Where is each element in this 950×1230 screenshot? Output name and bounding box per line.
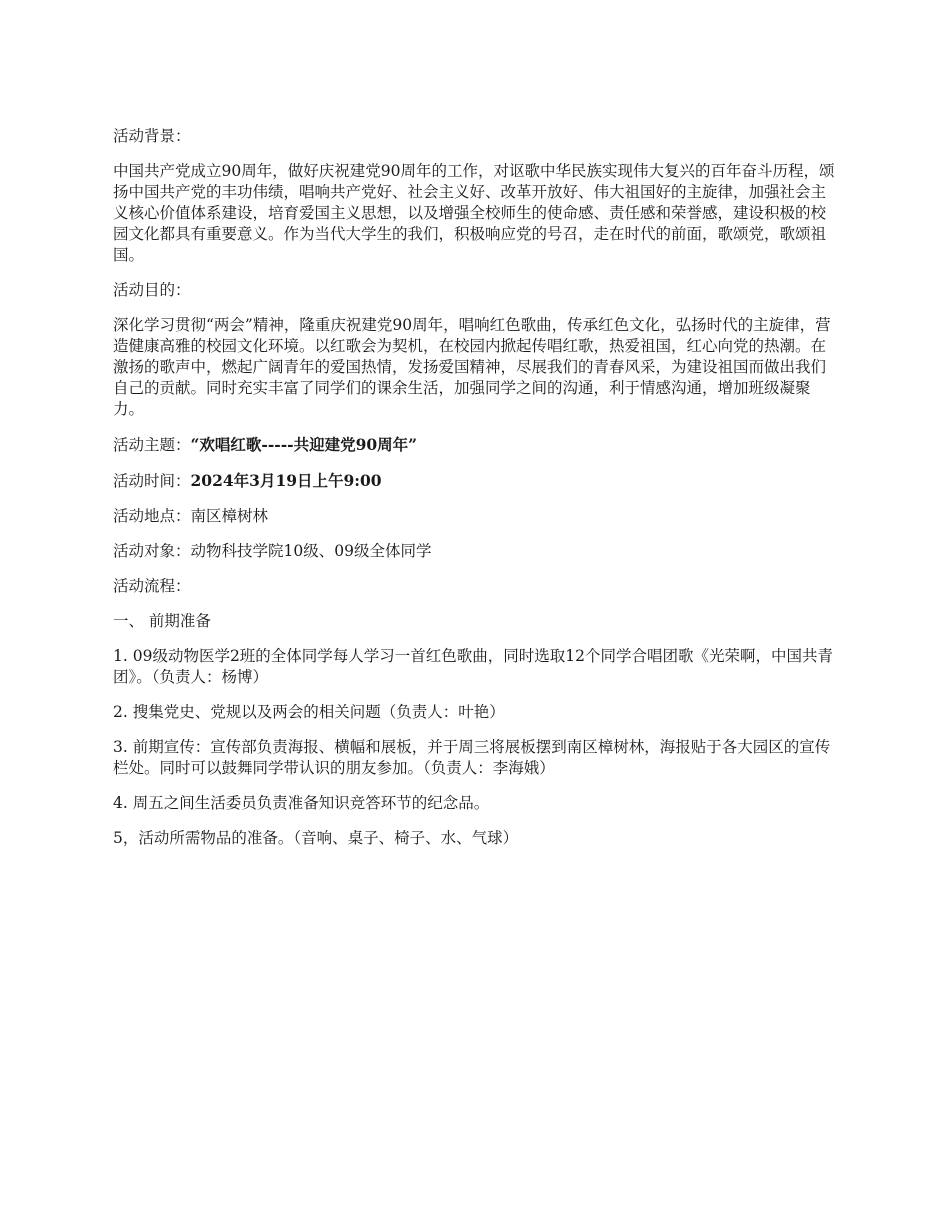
list-item: 4. 周五之间生活委员负责准备知识竞答环节的纪念品。 [113, 794, 490, 812]
theme-label: 活动主题： [113, 436, 191, 454]
theme-line [113, 434, 839, 456]
purpose-heading: 活动目的： [113, 281, 191, 299]
audience-value: 动物科技学院10级、09级全体同学 [190, 542, 432, 560]
time-value: 2024年3月19日上午9:00 [190, 471, 382, 490]
background-heading: 活动背景： [113, 127, 191, 145]
process-heading: 活动流程： [113, 577, 191, 595]
list-item: 1. 09级动物医学2班的全体同学每人学习一首红色歌曲，同时选取12个同学合唱团歌《光荣啊，中国共青团》。（负责人：杨博） [113, 647, 834, 686]
section-heading: 一、 前期准备 [113, 612, 211, 630]
audience-line [113, 541, 839, 562]
list-item: 5，活动所需物品的准备。（音响、桌子、椅子、水、气球） [113, 829, 519, 847]
place-line [113, 506, 839, 527]
theme-value: “欢唱红歌-----共迎建党90周年” [190, 435, 418, 454]
purpose-paragraph: 深化学习贯彻“两会”精神，隆重庆祝建党90周年，唱响红色歌曲，传承红色文化，弘扬时代的主旋律，营造健康高雅的校园文化环境。以红歌会为契机，在校园内掀起传唱红歌，热爱祖国，红心向党的热潮。在激扬的歌声中，燃起广阔青年的爱国热情，发扬爱国精神，尽展我们的青春风采，为建设祖国而做出我们自己的贡献。同时充实丰富了同学们的课余生活，加强同学之间的沟通，利于情感沟通，增加班级凝聚力。 [113, 316, 831, 418]
place-label: 活动地点： [113, 507, 191, 525]
background-paragraph: 中国共产党成立90周年，做好庆祝建党90周年的工作，对讴歌中华民族实现伟大复兴的百年奋斗历程，颂扬中国共产党的丰功伟绩，唱响共产党好、社会主义好、改革开放好、伟大祖国好的主旋律，加强社会主义核心价值体系建设，培育爱国主义思想，以及增强全校师生的使命感、责任感和荣誉感，建设积极的校园文化都具有重要意义。作为当代大学生的我们，积极响应党的号召，走在时代的前面，歌颂党，歌颂祖国。 [113, 162, 835, 264]
document-body [113, 126, 839, 863]
place-value: 南区樟树林 [190, 507, 269, 525]
audience-label: 活动对象： [113, 542, 191, 560]
list-item: 2. 搜集党史、党规以及两会的相关问题（负责人：叶艳） [113, 703, 505, 721]
time-label: 活动时间： [113, 472, 191, 490]
time-line [113, 470, 839, 492]
list-item: 3. 前期宣传：宣传部负责海报、横幅和展板，并于周三将展板摆到南区樟树林，海报贴于各大园区的宣传栏处。同时可以鼓舞同学带认识的朋友参加。（负责人：李海娥） [113, 738, 831, 777]
